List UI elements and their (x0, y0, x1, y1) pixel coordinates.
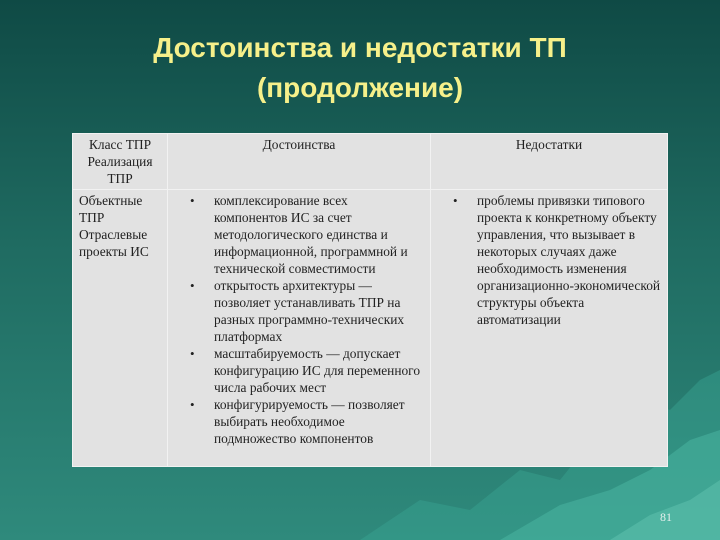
header-class: Класс ТПР Реализация ТПР (73, 134, 168, 190)
comparison-table (72, 133, 668, 467)
cell-disadvantages (431, 190, 668, 467)
header-disadvantages: Недостатки (431, 134, 668, 190)
page-number: 81 (660, 510, 672, 524)
disadvantages-list (437, 192, 661, 328)
table-header-row (73, 134, 668, 190)
cell-advantages (168, 190, 431, 467)
list-item: • открытость архитектуры — позволяет устанавливать ТПР на разных программно-технических платформах (214, 277, 424, 345)
title-line-1: Достоинства и недостатки ТП (153, 32, 567, 63)
title-line-2: (продолжение) (256, 72, 464, 103)
list-item: • проблемы привязки типового проекта к конкретному объекту управления, что вызывает в некоторых случаях даже необходимость изменения организационно-экономической структуры объекта автоматизации (477, 192, 661, 328)
header-advantages: Достоинства (168, 134, 431, 190)
cell-class: Объектные ТПР Отраслевые проекты ИС (73, 190, 168, 467)
list-item: • масштабируемость — допускает конфигурацию ИС для переменного числа рабочих мест (214, 345, 424, 396)
list-item: • конфигурируемость — позволяет выбирать необходимое подмножество компонентов (214, 396, 424, 447)
list-item: • комплексирование всех компонентов ИС за счет методологического единства и информационной, программной и технической совместимости (214, 192, 424, 277)
table-row (73, 190, 668, 467)
advantages-list (174, 192, 424, 447)
slide-title (0, 28, 720, 108)
